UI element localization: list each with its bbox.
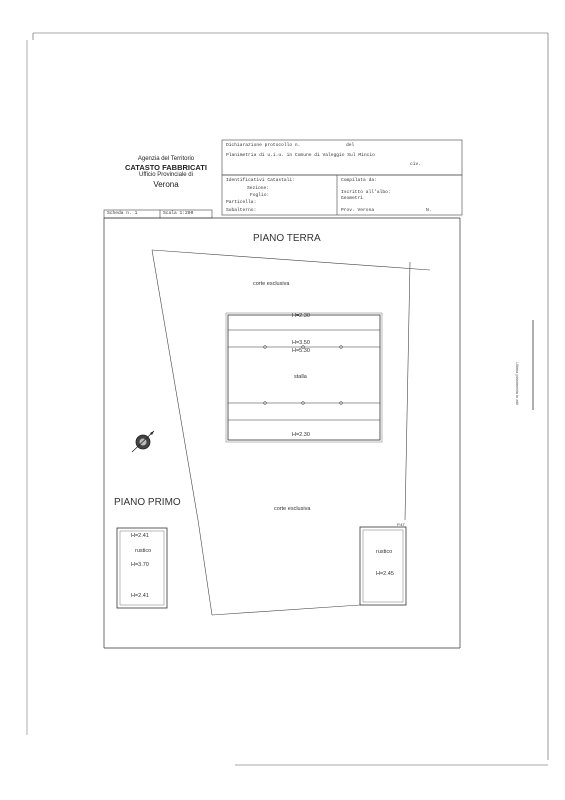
compilata-label: Compilata da: [341,178,377,183]
piano-terra-title: PIANO TERRA [253,233,321,244]
catasto-title: CATASTO FABBRICATI [125,163,207,172]
height-label: H=2.41 [131,533,149,539]
identificativi-label: Identificativi Catastali: [226,178,295,183]
del-label: del [346,143,355,148]
height-label: H=3.70 [131,562,149,568]
room-label-stalla: stalla [294,374,307,380]
corte-label-bottom: corte esclusiva [274,506,311,512]
piano-primo-title: PIANO PRIMO [114,497,181,508]
room-label-rustico: rustico [135,548,152,554]
subalterno-label: Subalterno: [226,208,257,213]
height-label: H=3.50 [292,340,310,346]
particella-label: Particella: [226,200,257,205]
scala-label: Scala 1:200 [163,211,194,216]
civ-label: civ. [410,162,422,167]
iscritto-label: Iscritto all'albo: [341,190,391,195]
height-label: H=2.30 [292,313,310,319]
corte-label-top: corte esclusiva [253,281,290,287]
margin-note: Ultima planimetria in atti [515,362,520,405]
agency-name: Agenzia del Territorio [137,156,195,162]
numero-label: N. [426,208,432,213]
height-label-small: P.47 [397,522,405,527]
height-label: H=2.45 [376,571,394,577]
foglio-label: Foglio: [250,193,270,198]
planimetria-label: Planimetria di u.i.u. in Comune di Valeggio Sul Mincio [226,153,375,158]
sezione-label: Sezione: [247,186,270,191]
height-label: H=2.30 [292,432,310,438]
north-arrow-icon [128,426,160,458]
office-city: Verona [153,180,179,189]
provincia-label: Prov. Verona [341,208,375,213]
scheda-label: Scheda n. 1 [107,211,138,216]
height-label: H=5.30 [292,348,310,354]
office-name: Ufficio Provinciale di [139,172,193,178]
room-label-rustico: rustico [376,549,393,555]
geometri-label: Geometri [341,196,364,201]
dichiarazione-label: Dichiarazione protocollo n. [226,143,301,148]
height-label: H=2.41 [131,593,149,599]
